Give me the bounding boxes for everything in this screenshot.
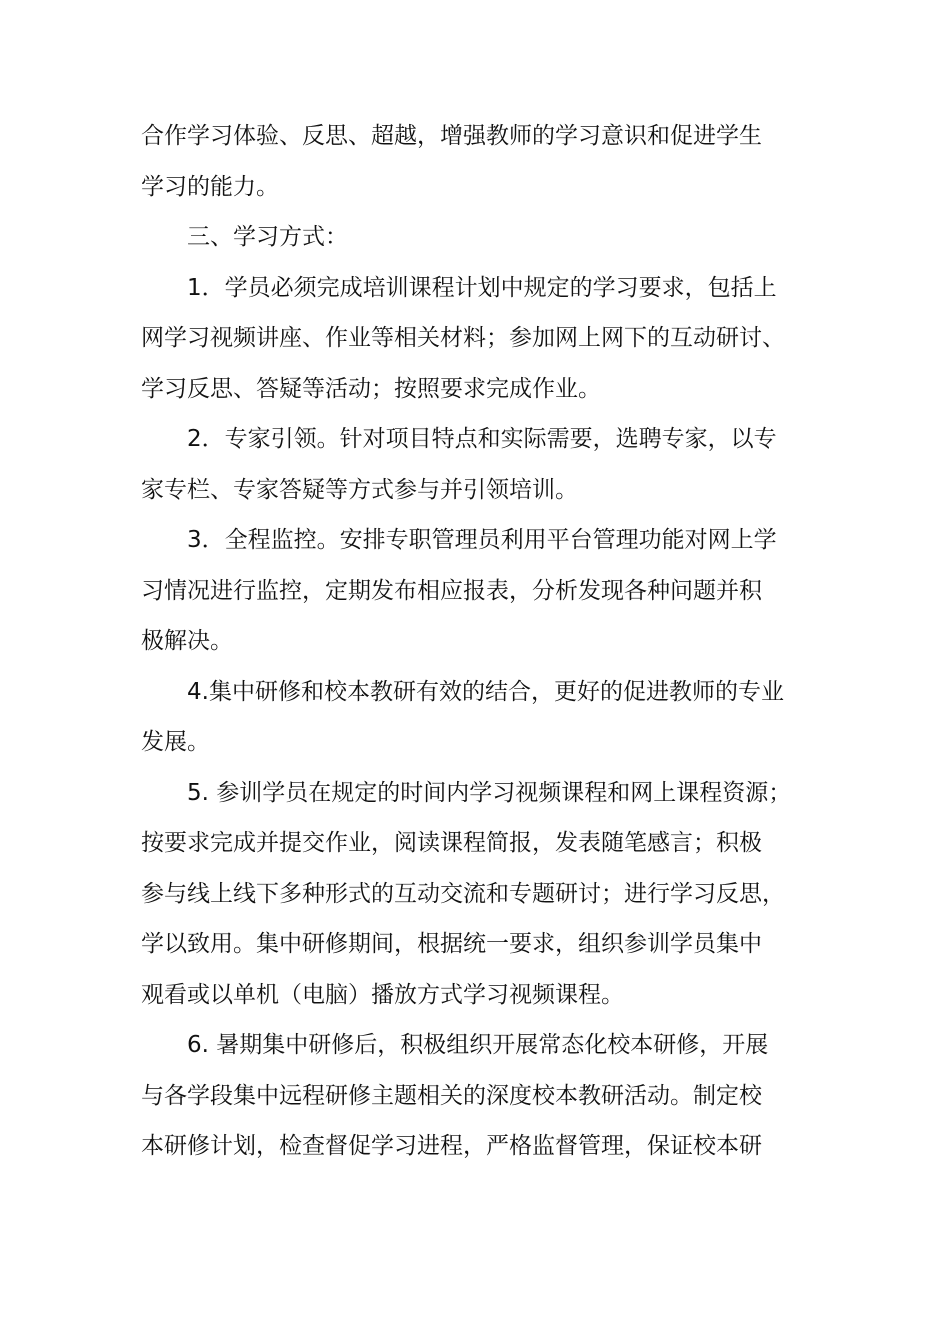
text-line: 6. 暑期集中研修后，积极组织开展常态化校本研修，开展 <box>187 1032 769 1058</box>
text-line: 3．全程监控。安排专职管理员利用平台管理功能对网上学 <box>187 527 777 553</box>
section-heading <box>141 212 821 263</box>
paragraph-intro <box>141 111 821 212</box>
text-line: 本研修计划，检查督促学习进程，严格监督管理，保证校本研 <box>141 1133 762 1159</box>
text-line: 1．学员必须完成培训课程计划中规定的学习要求，包括上 <box>187 274 777 301</box>
text-line: 按要求完成并提交作业，阅读课程简报，发表随笔感言；积极 <box>141 830 762 856</box>
list-item-2 <box>141 414 821 515</box>
text-line: 5. 参训学员在规定的时间内学习视频课程和网上课程资源； <box>187 779 792 806</box>
document-body <box>141 111 821 1172</box>
text-line: 学习反思、答疑等活动；按照要求完成作业。 <box>141 375 601 402</box>
text-line: 网学习视频讲座、作业等相关材料；参加网上网下的互动研讨、 <box>141 325 785 351</box>
text-line: 4.集中研修和校本教研有效的结合，更好的促进教师的专业 <box>187 678 784 705</box>
list-item-6 <box>141 1020 821 1172</box>
text-line: 学习的能力。 <box>141 173 279 200</box>
list-item-4 <box>141 667 821 768</box>
text-line: 2．专家引领。针对项目特点和实际需要，选聘专家，以专 <box>187 426 777 452</box>
text-line: 观看或以单机（电脑）播放方式学习视频课程。 <box>141 981 624 1008</box>
text-line: 家专栏、专家答疑等方式参与并引领培训。 <box>141 476 578 503</box>
list-item-3 <box>141 515 821 667</box>
list-item-5 <box>141 768 821 1021</box>
text-line: 学以致用。集中研修期间，根据统一要求，组织参训学员集中 <box>141 931 762 957</box>
heading-learning-methods: 三、学习方式： <box>187 224 348 250</box>
text-line: 与各学段集中远程研修主题相关的深度校本教研活动。制定校 <box>141 1082 762 1109</box>
text-line: 极解决。 <box>141 628 233 654</box>
text-line: 发展。 <box>141 729 210 755</box>
text-line: 习情况进行监控，定期发布相应报表，分析发现各种问题并积 <box>141 577 762 604</box>
text-line: 合作学习体验、反思、超越，增强教师的学习意识和促进学生 <box>141 123 762 149</box>
list-item-1 <box>141 263 821 415</box>
text-line: 参与线上线下多种形式的互动交流和专题研讨；进行学习反思， <box>141 880 785 907</box>
